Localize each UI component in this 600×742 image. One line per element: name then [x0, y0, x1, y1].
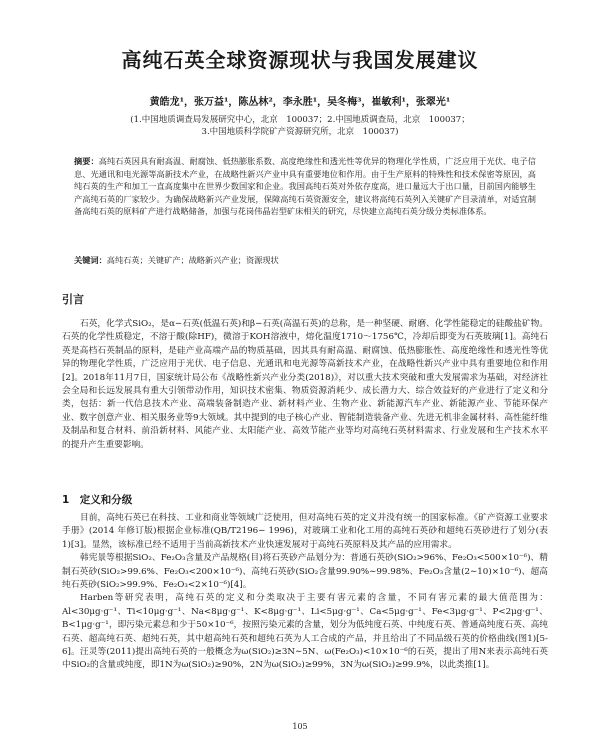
section-1-paragraph-1: 目前，高纯石英已在科技、工业和商业等领域广泛使用，但对高纯石英的定义并没有统一的国家标准。《矿产资源工业要求手册》(2014 年修订版)根据企业标准(QB/T2196− 1996)，对玻璃工业和化工用的高纯石英砂和超纯石英砂进行了划分(表 1)[3]。显然，该标准已经不适用于当前高新技术产业快速发展对于高纯石英原料及其产品的应用需求。 — [62, 513, 548, 550]
intro-body — [62, 318, 548, 452]
intro-paragraph: 石英，化学式SiO₂，是α−石英(低温石英)和β−石英(高温石英)的总称，是一种坚硬、耐磨、化学性能稳定的硅酸盐矿物。石英的化学性质稳定，不溶于酸(除HF)，微溶于KOH溶液中，熔化温度1710～1756℃，冷却后即变为石英玻璃[1]。高纯石英是高档石英制品的原料，是硅产业高端产品的物质基础，因其具有耐高温、耐腐蚀、低热膨胀性、高度绝缘性和透光性等优异的物理化学性质，广泛应用于光伏、电子信息、光通讯和电光源等高新技术产业，在战略性新兴产业中具有重要地位和作用[2]。2018年11月7日，国家统计局公布《战略性新兴产业分类(2018)》，对以重大技术突破和重大发展需求为基础，对经济社会全局和长远发展具有重大引领带动作用，知识技术密集、物质资源消耗少、成长潜力大、综合效益好的产业进行了定义和分类，包括：新一代信息技术产业、高端装备制造产业、新材料产业、生物产业、新能源汽车产业、新能源产业、节能环保产业、数字创意产业、相关服务业等9大领域。其中提到的电子核心产业、智能制造装备产业、先进无机非金属材料、高性能纤维及制品和复合材料、前沿新材料、风能产业、太阳能产业、高效节能产业等均对高纯石英材料需求、行业发展和生产技术水平的提升产生重要影响。 — [62, 319, 548, 450]
section-1-heading: 1 定义和分级 — [62, 494, 133, 506]
keywords — [74, 254, 536, 266]
paper-title: 高纯石英全球资源现状与我国发展建议 — [121, 48, 479, 72]
affiliations — [60, 114, 540, 138]
affiliation-line-1: (1.中国地质调查局发展研究中心，北京 100037；2.中国地质调查局，北京 100037； — [130, 115, 470, 125]
affiliation-line-2: 3.中国地质科学院矿产资源研究所，北京 100037) — [201, 127, 399, 137]
abstract-text: 高纯石英因具有耐高温、耐腐蚀、低热膨胀系数、高度绝缘性和透光性等优异的物理化学性质，广泛应用于光伏、电子信息、光通讯和电光源等高新技术产业，在战略性新兴产业中具有重要地位和作用。由于生产原料的特殊性和技术保密等原因，高纯石英的生产和加工一直高度集中在世界少数国家和企业。我国高纯石英对外依存度高，进口量远大于出口量，目前国内能够生产高纯石英的厂家较少。为确保战略新兴产业发展，保障高纯石英资源安全，建议将高纯石英列入关键矿产目录清单，对适宜制备高纯石英的原料矿产进行战略储备，加强与花岗伟晶岩型矿床相关的研究，尽快建立高纯石英分级分类标准体系。 — [74, 156, 536, 216]
page-number: 105 — [292, 722, 308, 731]
abstract-label: 摘要： — [74, 156, 99, 166]
keywords-label: 关键词： — [74, 255, 107, 265]
section-1-paragraph-2: 韩宪景等根据SiO₂、Fe₂O₃含量及产品规格(目)将石英砂产品划分为：普通石英砂(SiO₂>96%、Fe₂O₃<500×10⁻⁶)、精制石英砂(SiO₂>99.6%、Fe₂O₃<200×10⁻⁶)、高纯石英砂(SiO₂含量99.90%∼99.98%、Fe₂O₃含量(2∼10)×10⁻⁶)、超高纯石英砂(SiO₂>99.9%、Fe₂O₃<2×10⁻⁶)[4]。 — [62, 553, 548, 591]
section-1-paragraph-3: Harben等研究表明，高纯石英的定义和分类取决于主要有害元素的含量，不同有害元素的最大值范围为：Al<30μg·g⁻¹、Ti<10μg·g⁻¹、Na<8μg·g⁻¹、K<8μg·g⁻¹、Li<5μg·g⁻¹、Ca<5μg·g⁻¹、Fe<3μg·g⁻¹、P<2μg·g⁻¹、B<1μg·g⁻¹，即污染元素总和少于50×10⁻⁶，按照污染元素的含量，划分为低纯度石英、中纯度石英、普通高纯度石英、高纯石英、超高纯石英、超纯石英，其中超高纯石英和超纯石英为人工合成的产品，并且给出了不同品级石英的价格曲线(图1)[5-6]。汪灵等(2011)提出高纯石英的一般概念为ω(SiO₂)≥3N∼5N、ω(Fe₂O₃)<10×10⁻⁶的石英，提出了用N来表示高纯石英中SiO₂的含量或纯度，即1N为ω(SiO₂)≥90%，2N为ω(SiO₂)≥99%，3N为ω(SiO₂)≥99.9%，以此类推[1]。 — [62, 593, 548, 671]
abstract — [74, 155, 536, 218]
author-list: 黄皓龙¹，张万益¹，陈丛林²，李永胜¹，吴冬梅³，崔敏利¹，张翠光¹ — [149, 97, 451, 108]
section-1-body — [62, 512, 548, 673]
intro-heading: 引言 — [62, 293, 84, 306]
keywords-text: 高纯石英；关键矿产；战略新兴产业；资源现状 — [106, 255, 279, 265]
